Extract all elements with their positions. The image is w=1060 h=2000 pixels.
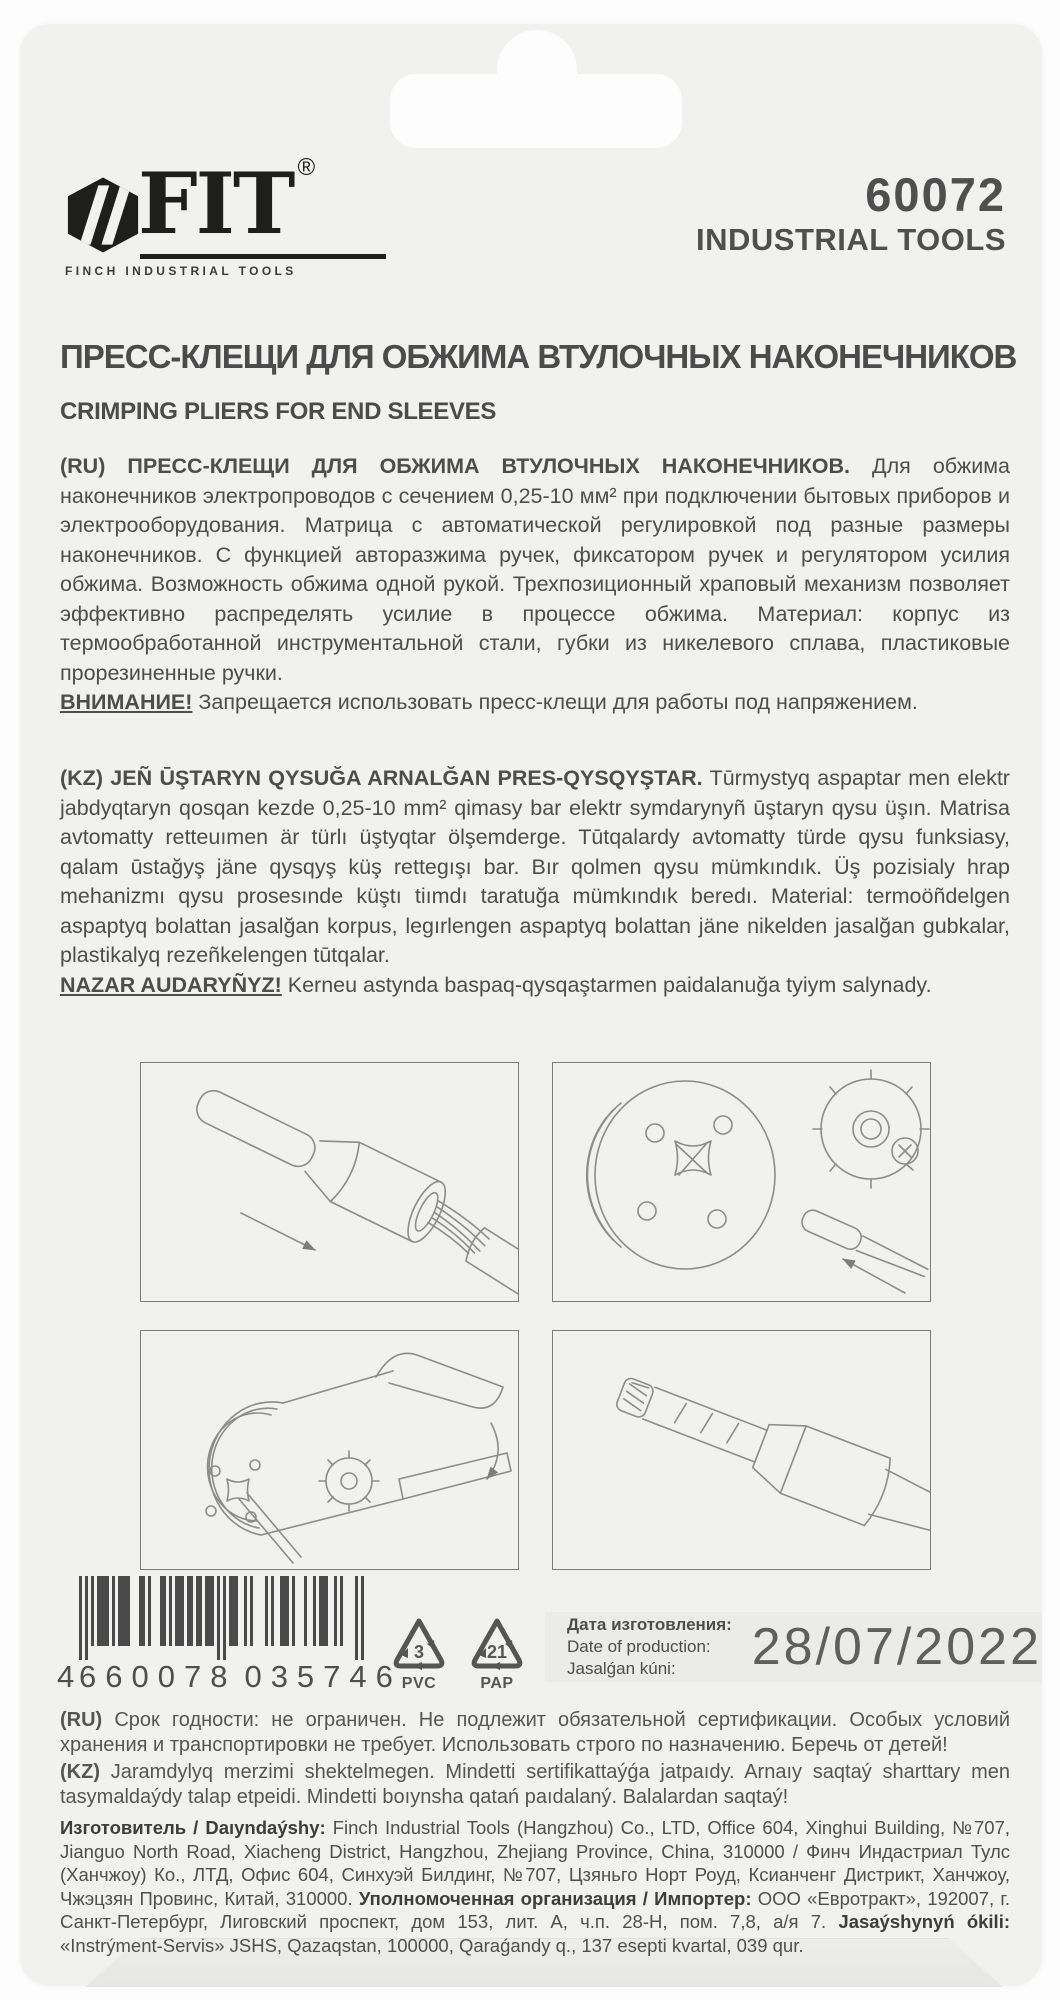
- recycling-code-label: PVC: [401, 1675, 437, 1692]
- description-ru-lead: (RU) ПРЕСС-КЛЕЩИ ДЛЯ ОБЖИМА ВТУЛОЧНЫХ НАКОНЕЧНИКОВ.: [60, 454, 851, 478]
- barcode-digits: [57, 1660, 402, 1694]
- importer-text: ООО «Евротракт», 192007, г. Санкт-Петербург, Лиговский проспект, дом 153, лит. А, ч.п. 28-Н, пом. 7,8, а/я 7.: [60, 1887, 1010, 1932]
- description-kz: [60, 764, 1010, 1000]
- recycling-marks: [388, 1614, 528, 1693]
- date-label-en: Date of production:: [567, 1637, 711, 1656]
- product-title-en: CRIMPING PLIERS FOR END SLEEVES: [60, 398, 497, 425]
- production-date-value: 28/07/2022: [751, 1618, 1042, 1676]
- diagram-slide-ferrule-onto-stripped-wire: [140, 1062, 519, 1302]
- barcode-lead-digit: 4: [57, 1659, 75, 1694]
- ean13-barcode: [57, 1576, 402, 1694]
- kz-representative-text: «Instrýment-Servis» JSHS, Qazaqstan, 100000, Qaraǵandy q., 137 esepti kvartal, 039 qur.: [60, 1934, 804, 1956]
- svg-text:21: 21: [486, 1642, 508, 1662]
- registered-trademark-symbol: ®: [297, 154, 316, 181]
- warning-kz-label: NAZAR AUDARYÑYZ!: [60, 972, 282, 997]
- production-date-band: [545, 1612, 1042, 1682]
- diagram-crimped-ferrule-result: [552, 1330, 931, 1570]
- legal-ru: [60, 1708, 1010, 1758]
- diagram-insert-ferrule-into-die: [552, 1062, 931, 1302]
- logo-underline: [140, 254, 386, 259]
- legal-ru-text: Срок годности: не ограничен. Не подлежит обязательной сертификации. Особых условий хранения и транспортировки не требует. Использовать строго по назначению. Беречь от детей!: [60, 1709, 1010, 1756]
- manufacturer-text: Finch Industrial Tools (Hangzhou) Co., LTD, Office 604, Xinghui Building, №707, Jianguo North Road, Xiacheng District, Hangzhou, Zhejiang Province, China, 310000 / Финч Индастриал Тулс (Ханчжоу) Ко., ЛТД, Офис 604, Синхуэй Билдинг, №707, Цзяньго Норт Роуд, Ксианченг Дистрикт, Ханчжоу, Чжэцзян Провинс, Китай, 310000.: [60, 1817, 1010, 1909]
- production-date-labels: [545, 1614, 752, 1680]
- logo-word: FIT: [138, 154, 294, 253]
- legal-ru-lead: (RU): [60, 1709, 103, 1731]
- date-label-kz: Jasalǵan kúni:: [567, 1659, 676, 1678]
- logo-tagline: FINCH INDUSTRIAL TOOLS: [65, 264, 297, 278]
- description-ru-body: Для обжима наконечников электропроводов с сечением 0,25-10 мм² при подключении бытовых приборов и электрооборудования. Матрица с автоматической регулировкой под разные размеры наконечников. С функцией авторазжима ручек, фиксатором ручек и регулятором усилия обжима. Возможность обжима одной рукой. Трехпозиционный храповый механизм позволяет эффективно распределять усилие в процессе обжима. Материал: корпус из термообработанной инструментальной стали, губки из никелевого сплава, пластиковые прорезиненные ручки.: [60, 454, 1010, 685]
- recycling-triangle-icon: [466, 1614, 528, 1672]
- description-ru: [60, 452, 1010, 718]
- svg-text:3: 3: [413, 1642, 425, 1662]
- importer-label: Уполномоченная организация / Импортер:: [358, 1887, 752, 1909]
- sku-block: [696, 170, 1006, 258]
- manufacturer-label: Изготовитель / Daıyndaýshy:: [60, 1817, 326, 1838]
- barcode-group2: 035746: [244, 1659, 402, 1694]
- warning-kz-text: Kerneu astynda baspaq-qysqaştarmen paidalanuğa tyiym salynady.: [287, 972, 932, 997]
- sku-number: 60072: [865, 168, 1006, 221]
- description-kz-lead: (KZ) JEÑ ŪŞTARYN QYSUĞA ARNALĞAN PRES-QYSQYŞTAR.: [60, 766, 703, 790]
- description-kz-body: Tūrmystyq aspaptar men elektr jabdyqtaryn qosqan kezde 0,25-10 mm² qimasy bar elektr symdarynyñ ūştaryn qysu üşın. Matrisa avtomatty retteuımen är türlı üştyqtar ölşemderge. Tūtqalardy avtomatty türde qysu funksiasy, qalam ūstağyş jäne qysqyş küş rettegışı bar. Bır qolmen qysu mümkındık. Üş pozisialy hrap mehanizmı qysu prosesınde küştı tiımdı taratuğa mümkındık beredı. Material: termoöñdelgen aspaptyq bolattan jasalğan korpus, legırlengen aspaptyq bolattan jäne nikelden jasalğan gubkalar, plastikalyq rezeñkelengen tūtqalar.: [60, 766, 1010, 967]
- recycling-triangle-icon: [388, 1614, 450, 1672]
- date-label-ru: Дата изготовления:: [567, 1615, 732, 1634]
- warning-ru-text: Запрещается использовать пресс-клещи для работы под напряжением.: [198, 690, 918, 714]
- legal-kz-lead: (KZ): [60, 1761, 100, 1783]
- legal-kz-text: Jaramdylyq merzimi shektelmegen. Mindetti sertifikattaýǵa jatpaıdy. Arnaıy saqtaý sharttary men tasymaldaýdy talap etpeidi. Mindetti boıynsha qatań paıdalaný. Balalardan saqtaý!: [60, 1761, 1010, 1808]
- kz-representative-label: Jasaýshynyń ókili:: [838, 1911, 1010, 1932]
- barcode-bars: [79, 1576, 364, 1660]
- product-title-ru: ПРЕСС-КЛЕЩИ ДЛЯ ОБЖИМА ВТУЛОЧНЫХ НАКОНЕЧНИКОВ: [60, 338, 1017, 375]
- recycling-mark-pvc: [388, 1614, 450, 1693]
- fit-logo: [64, 154, 334, 280]
- recycling-code-label: PAP: [480, 1675, 514, 1692]
- recycling-mark-pap: [466, 1614, 528, 1693]
- diagram-squeeze-pliers-handles: [140, 1330, 519, 1570]
- barcode-group1: 660078: [79, 1659, 237, 1694]
- brand-line: INDUSTRIAL TOOLS: [696, 222, 1006, 257]
- euro-slot-hang-hole: [390, 74, 682, 148]
- warning-ru-label: ВНИМАНИЕ!: [60, 690, 193, 714]
- manufacturer-info: [60, 1816, 1010, 1957]
- legal-kz: [60, 1760, 1010, 1810]
- fit-hexagon-icon: [64, 174, 142, 256]
